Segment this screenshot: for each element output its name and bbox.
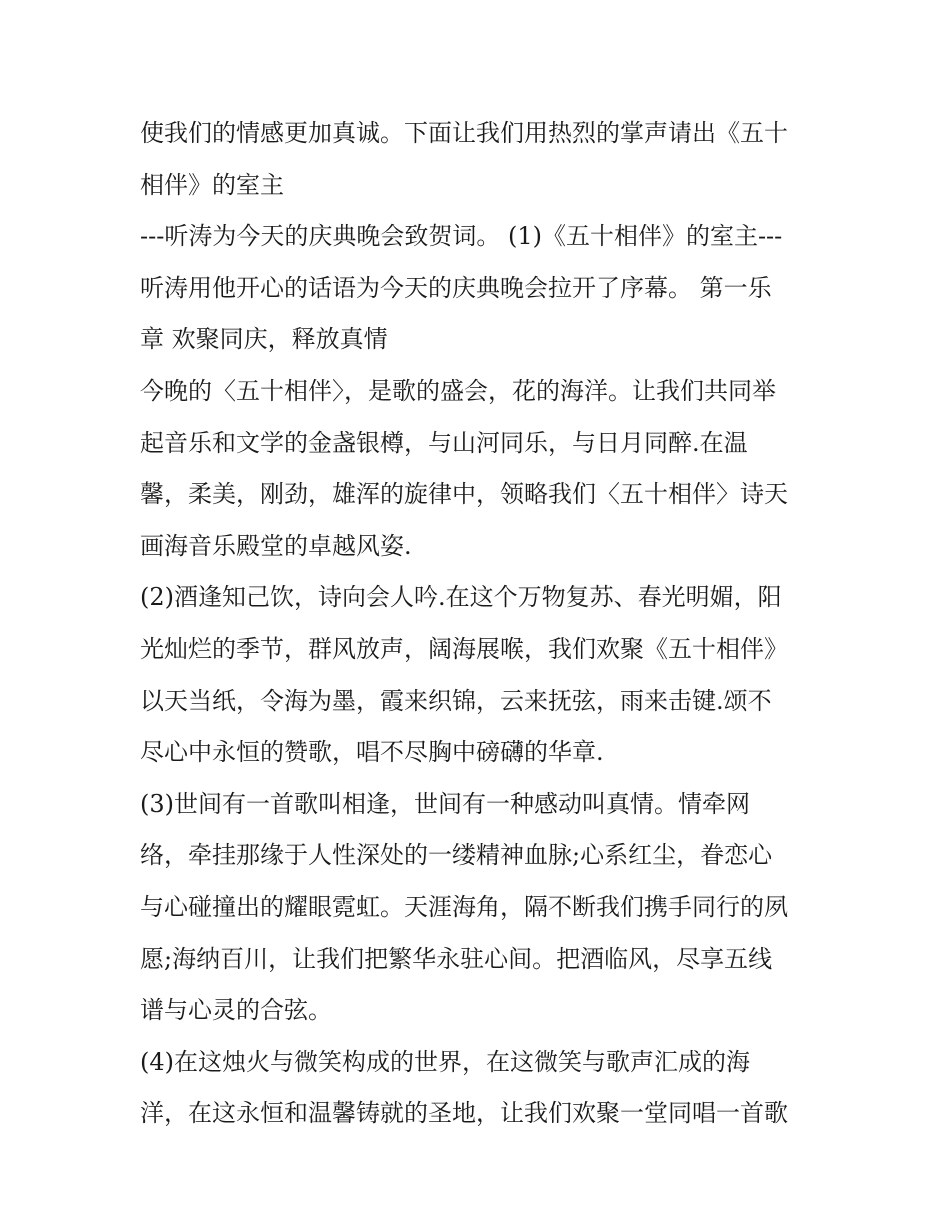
text-line: (2)酒逢知己饮，诗向会人吟.在这个万物复苏、春光明媚，阳 bbox=[140, 583, 782, 612]
text-line: 尽心中永恒的赞歌，唱不尽胸中磅礴的华章. bbox=[140, 738, 604, 767]
text-line: 以天当纸，令海为墨，霞来织锦，云来抚弦，雨来击键.颂不 bbox=[140, 686, 772, 715]
text-line: 使我们的情感更加真诚。下面让我们用热烈的掌声请出《五十 bbox=[140, 119, 788, 147]
text-line: (3)世间有一首歌叫相逢，世间有一种感动叫真情。情牵网 bbox=[140, 789, 750, 818]
text-line: 馨，柔美，刚劲，雄浑的旋律中，领略我们〈五十相伴〉诗天 bbox=[140, 480, 788, 509]
text-line: 画海音乐殿堂的卓越风姿. bbox=[140, 531, 412, 560]
text-line: 谱与心灵的合弦。 bbox=[140, 996, 332, 1025]
text-line: (4)在这烛火与微笑构成的世界，在这微笑与歌声汇成的海 bbox=[140, 1047, 750, 1076]
text-line: 起音乐和文学的金盏银樽，与山河同乐，与日月同醉.在温 bbox=[140, 428, 748, 457]
text-line: 今晚的〈五十相伴〉，是歌的盛会，花的海洋。让我们共同举 bbox=[140, 376, 776, 405]
text-line: 光灿烂的季节，群风放声，阔海展喉，我们欢聚《五十相伴》 bbox=[140, 634, 788, 663]
text-line: 愿;海纳百川，让我们把繁华永驻心间。把酒临风，尽享五线 bbox=[140, 944, 773, 973]
text-line: ---听涛为今天的庆典晚会致贺词。 (1)《五十相伴》的室主--- bbox=[140, 222, 783, 251]
document-body bbox=[140, 108, 820, 1140]
text-line: 章 欢聚同庆，释放真情 bbox=[140, 325, 388, 354]
text-line: 与心碰撞出的耀眼霓虹。天涯海角，隔不断我们携手同行的夙 bbox=[140, 892, 788, 921]
text-line: 听涛用他开心的话语为今天的庆典晚会拉开了序幕。 第一乐 bbox=[140, 273, 772, 302]
text-line: 络，牵挂那缘于人性深处的一缕精神血脉;心系红尘，眷恋心 bbox=[140, 841, 773, 870]
text-line: 洋，在这永恒和温馨铸就的圣地，让我们欢聚一堂同唱一首歌 bbox=[140, 1099, 788, 1128]
text-line: 相伴》的室主 bbox=[140, 170, 284, 199]
